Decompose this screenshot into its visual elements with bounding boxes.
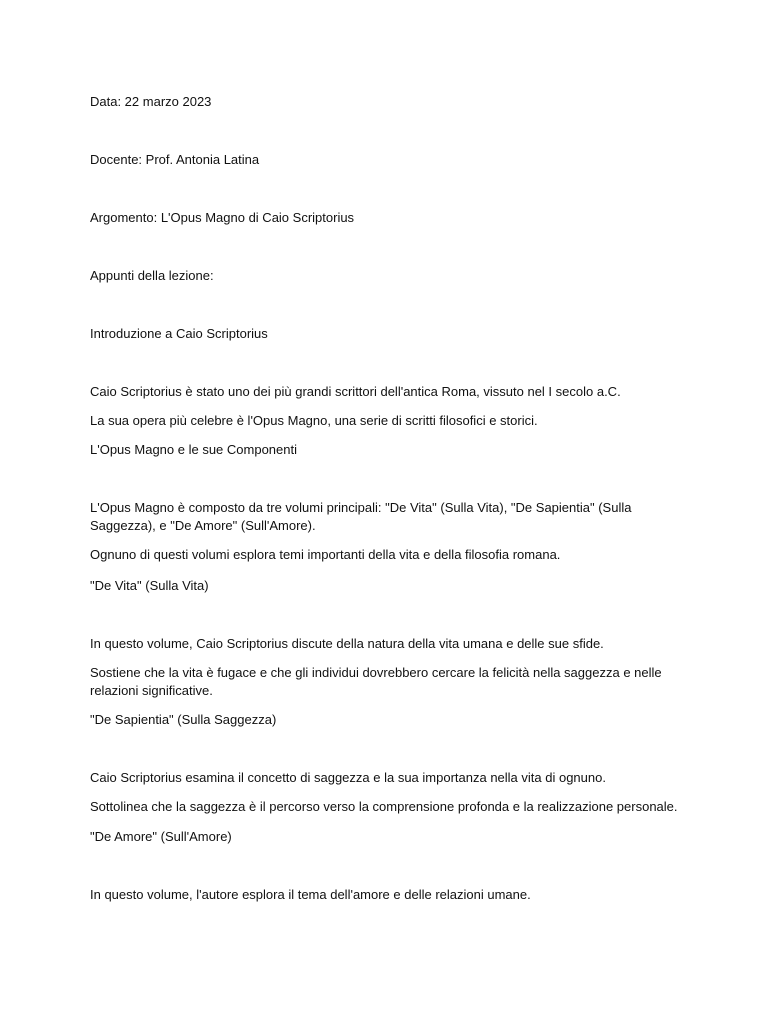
sapientia-heading: "De Sapientia" (Sulla Saggezza): [90, 712, 277, 727]
intro-paragraph-1: Caio Scriptorius è stato uno dei più grandi scrittori dell'antica Roma, vissuto nel I secolo a.C.: [90, 384, 621, 399]
sapientia-paragraph-1: Caio Scriptorius esamina il concetto di saggezza e la sua importanza nella vita di ognuno.: [90, 770, 606, 785]
amore-paragraph-1: In questo volume, l'autore esplora il tema dell'amore e delle relazioni umane.: [90, 887, 531, 902]
vita-paragraph-1: In questo volume, Caio Scriptorius discute della natura della vita umana e delle sue sfide.: [90, 636, 604, 651]
topic-line: Argomento: L'Opus Magno di Caio Scriptorius: [90, 210, 355, 225]
components-paragraph-1: L'Opus Magno è composto da tre volumi principali: "De Vita" (Sulla Vita), "De Sapientia" (Sulla Saggezza), e "De Amore" (Sull'Amore).: [90, 500, 632, 533]
intro-paragraph-2: La sua opera più celebre è l'Opus Magno, una serie di scritti filosofici e storici.: [90, 413, 538, 428]
components-heading: L'Opus Magno e le sue Componenti: [90, 442, 297, 457]
vita-heading: "De Vita" (Sulla Vita): [90, 578, 209, 593]
components-paragraph-2: Ognuno di questi volumi esplora temi importanti della vita e della filosofia romana.: [90, 547, 561, 562]
notes-heading: Appunti della lezione:: [90, 268, 214, 283]
vita-paragraph-2: Sostiene che la vita è fugace e che gli individui dovrebbero cercare la felicità nella saggezza e nelle relazioni significative.: [90, 665, 662, 698]
sapientia-paragraph-2: Sottolinea che la saggezza è il percorso verso la comprensione profonda e la realizzazione personale.: [90, 799, 678, 814]
intro-heading: Introduzione a Caio Scriptorius: [90, 326, 268, 341]
date-line: Data: 22 marzo 2023: [90, 94, 212, 109]
teacher-line: Docente: Prof. Antonia Latina: [90, 152, 260, 167]
amore-heading: "De Amore" (Sull'Amore): [90, 829, 232, 844]
